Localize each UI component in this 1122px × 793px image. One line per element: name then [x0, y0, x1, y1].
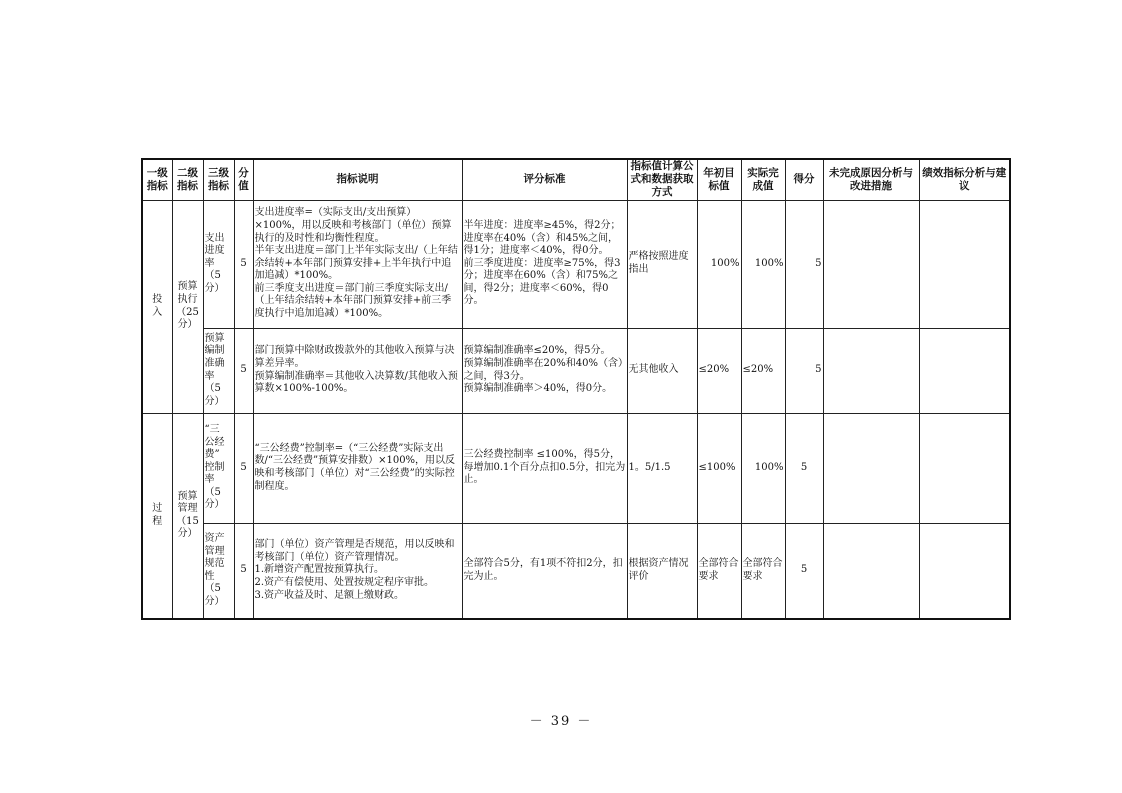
table-row: [142, 328, 1010, 413]
page-number: － 39 －: [529, 714, 593, 729]
got-cell: 5: [785, 200, 823, 328]
description-cell: “三公经费”控制率=（“三公经费”实际支出数/“三公经费”预算安排数）×100%，用以反映和考核部门（单位）对“三公经费”的实际控制程度。: [253, 413, 462, 523]
formula-cell: 严格按照进度指出: [627, 200, 697, 328]
header-reasons: 未完成原因分析与改进措施: [823, 159, 919, 200]
target-cell: 全部符合要求: [697, 523, 741, 619]
level2-cell: 预算 执行 （25 分）: [172, 200, 203, 413]
score-cell: 5: [234, 523, 253, 619]
score-cell: 5: [234, 328, 253, 413]
criteria-cell: 半年进度：进度率≥45%，得2分；进度率在40%（含）和45%之间，得1分；进度率＜40%，得0分。 前三季度进度：进度率≥75%，得3分；进度率在60%（含）和75%之间，得2分；进度率＜60%，得0分。: [462, 200, 627, 328]
actual-cell: ≤20%: [741, 328, 785, 413]
table-row: [142, 200, 1010, 328]
score-cell: 5: [234, 413, 253, 523]
header-criteria: 评分标准: [462, 159, 627, 200]
header-score: 分值: [234, 159, 253, 200]
formula-cell: 根据资产情况评价: [627, 523, 697, 619]
reasons-cell: [823, 413, 919, 523]
level2-cell: 预算 管理 （15 分）: [172, 413, 203, 619]
level1-cell: 投 入: [142, 200, 172, 413]
analysis-cell: [919, 328, 1010, 413]
actual-cell: 100%: [741, 413, 785, 523]
target-cell: ≤20%: [697, 328, 741, 413]
header-level3: 三级指标: [203, 159, 234, 200]
header-level2: 二级指标: [172, 159, 203, 200]
description-cell: 支出进度率=（实际支出/支出预算）×100%，用以反映和考核部门（单位）预算执行的及时性和均衡性程度。 半年支出进度＝部门上半年实际支出/（上年结余结转+本年部门预算安排+上半年执行中追加追减）*100%。 前三季度支出进度＝部门前三季度实际支出/（上年结余结转+本年部门预算安排+前三季度执行中追加追减）*100%。: [253, 200, 462, 328]
header-description: 指标说明: [253, 159, 462, 200]
level3-cell: 预算 编制 准确 率 （5 分）: [203, 328, 234, 413]
level3-cell: “三 公经 费” 控制 率 （5 分）: [203, 413, 234, 523]
header-got: 得分: [785, 159, 823, 200]
table-row: [142, 413, 1010, 523]
actual-cell: 100%: [741, 200, 785, 328]
reasons-cell: [823, 523, 919, 619]
header-level1: 一级指标: [142, 159, 172, 200]
got-cell: 5: [785, 413, 823, 523]
level3-cell: 资产 管理 规范 性 （5 分）: [203, 523, 234, 619]
criteria-cell: 全部符合5分，有1项不符扣2分，扣完为止。: [462, 523, 627, 619]
analysis-cell: [919, 200, 1010, 328]
got-cell: 5: [785, 523, 823, 619]
header-row: [142, 159, 1010, 200]
actual-cell: 全部符合要求: [741, 523, 785, 619]
score-cell: 5: [234, 200, 253, 328]
performance-table: [141, 158, 1011, 620]
analysis-cell: [919, 413, 1010, 523]
header-analysis: 绩效指标分析与建议: [919, 159, 1010, 200]
analysis-cell: [919, 523, 1010, 619]
level1-cell: 过 程: [142, 413, 172, 619]
table-row: [142, 523, 1010, 619]
header-target: 年初目标值: [697, 159, 741, 200]
formula-cell: 1。5/1.5: [627, 413, 697, 523]
description-cell: 部门预算中除财政拨款外的其他收入预算与决算差异率。 预算编制准确率＝其他收入决算数/其他收入预算数×100%-100%。: [253, 328, 462, 413]
target-cell: ≤100%: [697, 413, 741, 523]
header-formula: 指标值计算公式和数据获取方式: [627, 159, 697, 200]
got-cell: 5: [785, 328, 823, 413]
description-cell: 部门（单位）资产管理是否规范，用以反映和考核部门（单位）资产管理情况。 1.新增资产配置按预算执行。 2.资产有偿使用、处置按规定程序审批。 3.资产收益及时、足额上缴财政。: [253, 523, 462, 619]
criteria-cell: 三公经费控制率 ≤100%，得5分，每增加0.1个百分点扣0.5分，扣完为止。: [462, 413, 627, 523]
reasons-cell: [823, 200, 919, 328]
level3-cell: 支出 进度 率 （5 分）: [203, 200, 234, 328]
header-actual: 实际完成值: [741, 159, 785, 200]
target-cell: 100%: [697, 200, 741, 328]
reasons-cell: [823, 328, 919, 413]
formula-cell: 无其他收入: [627, 328, 697, 413]
criteria-cell: 预算编制准确率≤20%，得5分。 预算编制准确率在20%和40%（含）之间，得3分。 预算编制准确率＞40%，得0分。: [462, 328, 627, 413]
